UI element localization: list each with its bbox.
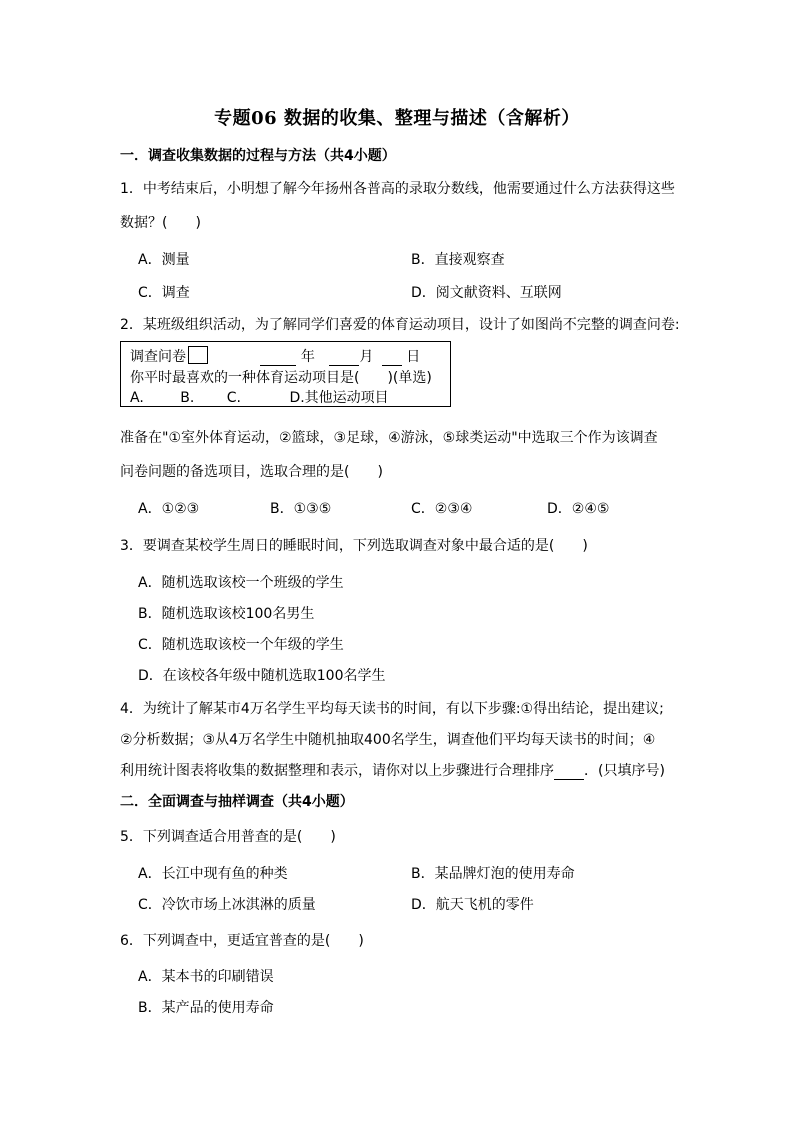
question-1-line-2: 数据？( ): [120, 215, 201, 231]
year-blank: [260, 365, 296, 366]
question-5-option-b: B．某品牌灯泡的使用寿命: [411, 866, 575, 882]
survey-option-a: A.: [130, 390, 144, 406]
answer-blank: [554, 779, 584, 780]
survey-year: 年: [300, 349, 315, 365]
question-5-option-d: D．航天飞机的零件: [411, 897, 534, 913]
day-blank: [382, 365, 402, 366]
question-5-line-1: 5．下列调查适合用普查的是( ): [120, 829, 336, 845]
question-2-line-1: 2．某班级组织活动，为了解同学们喜爱的体育运动项目，设计了如图尚不完整的调查问卷:: [120, 317, 680, 333]
question-2-option-d: D．②④⑤: [547, 501, 610, 517]
survey-checkbox: [188, 346, 208, 364]
question-4-line-3-text: 利用统计图表将收集的数据整理和表示，请你对以上步骤进行合理排序: [120, 763, 554, 779]
survey-month: 月: [359, 349, 374, 365]
question-5-option-a: A．长江中现有鱼的种类: [138, 866, 288, 882]
survey-single-choice: )(单选): [387, 370, 432, 386]
question-3-line-1: 3．要调查某校学生周日的睡眠时间，下列选取调查对象中最合适的是( ): [120, 538, 588, 554]
question-5-option-c: C．冷饮市场上冰淇淋的质量: [138, 897, 316, 913]
survey-option-b: B.: [180, 390, 195, 406]
question-3-option-d: D．在该校各年级中随机选取100名学生: [138, 668, 386, 684]
question-4-line-1: 4．为统计了解某市4万名学生平均每天读书的时间，有以下步骤:①得出结论，提出建议;: [120, 701, 664, 717]
survey-question: 你平时最喜欢的一种体育运动项目是(: [130, 370, 360, 386]
question-2-option-b: B．①③⑤: [270, 501, 332, 517]
survey-option-d: D.其他运动项目: [289, 390, 389, 406]
question-2-option-c: C．②③④: [411, 501, 473, 517]
question-6-option-a: A．某本书的印刷错误: [138, 969, 274, 985]
question-6-option-b: B．某产品的使用寿命: [138, 1000, 274, 1016]
question-4-line-3: [120, 760, 665, 780]
question-1-option-d: D．阅文献资料、互联网: [411, 285, 562, 301]
question-1-option-b: B．直接观察查: [411, 252, 505, 268]
month-blank: [329, 365, 359, 366]
question-6-line-1: 6．下列调查中，更适宜普查的是( ): [120, 933, 364, 949]
survey-questionnaire-box: [120, 341, 451, 407]
question-2-option-a: A．①②③: [138, 501, 200, 517]
question-1-option-a: A．测量: [138, 252, 190, 268]
question-3-option-b: B．随机选取该校100名男生: [138, 606, 315, 622]
section-heading-2: 二．全面调查与抽样调查（共4小题）: [120, 794, 354, 810]
question-2-line-2: 准备在"①室外体育运动，②篮球，③足球，④游泳，⑤球类运动"中选取三个作为该调查: [120, 430, 658, 446]
question-3-option-a: A．随机选取该校一个班级的学生: [138, 575, 344, 591]
survey-label: 调查问卷: [130, 349, 186, 365]
survey-option-c: C.: [226, 390, 241, 406]
question-2-line-3: 问卷问题的备选项目，选取合理的是( ): [120, 464, 383, 480]
question-4-line-2: ②分析数据；③从4万名学生中随机抽取400名学生，调查他们平均每天读书的时间；④: [120, 732, 656, 748]
page-title: 专题06 数据的收集、整理与描述（含解析）: [214, 108, 580, 129]
question-3-option-c: C．随机选取该校一个年级的学生: [138, 637, 344, 653]
survey-day: 日: [406, 349, 421, 365]
question-4-line-3-end: ．(只填序号): [584, 763, 665, 779]
section-heading-1: 一．调查收集数据的过程与方法（共4小题）: [120, 148, 396, 164]
question-1-option-c: C．调查: [138, 285, 190, 301]
question-1-line-1: 1．中考结束后，小明想了解今年扬州各普高的录取分数线，他需要通过什么方法获得这些: [120, 181, 675, 197]
